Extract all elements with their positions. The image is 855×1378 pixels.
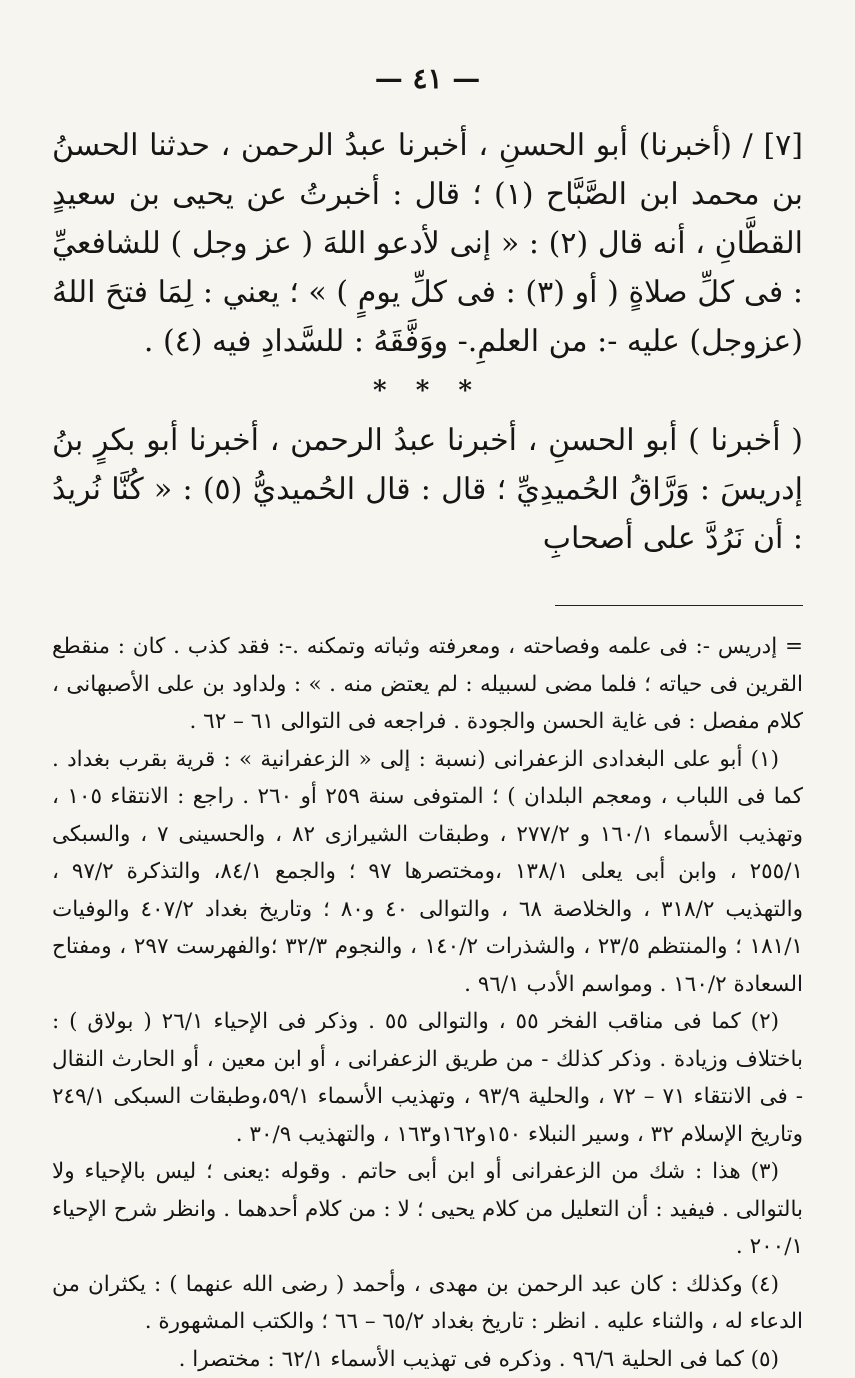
page-number: — ٤١ — xyxy=(52,62,803,95)
footnote-1: (١) أبو على البغدادى الزعفرانى (نسبة : إلى « الزعفرانية » : قرية بقرب بغداد . كما فى اللباب ، ومعجم البلدان ) ؛ المتوفى سنة ٢٥٩ أو ٢٦٠ . راجع : الانتقاء ١٠٥ ، وتهذيب الأسماء ١٦٠/١ و ٢٧٧/٢ ، وطبقات الشيرازى ٨٢ ، والحسينى ٧ ، والسبكى ٢٥٥/١ ، وابن أبى يعلى ١٣٨/١ ،ومختصرها ٩٧ ؛ والجمع ٨٤/١، والتذكرة ٩٧/٢ ، والتهذيب ٣١٨/٢ ، والخلاصة ٦٨ ، والتوالى ٤٠ و٨٠ ؛ وتاريخ بغداد ٤٠٧/٢ والوفيات ١٨١/١ ؛ والمنتظم ٢٣/٥ ، والشذرات ١٤٠/٢ ، والنجوم ٣٢/٣ ؛والفهرست ٢٩٧ ، ومفتاح السعادة ١٦٠/٢ . ومواسم الأدب ٩٦/١ . xyxy=(52,741,803,1004)
footnote-3: (٣) هذا : شك من الزعفرانى أو ابن أبى حاتم . وقوله :يعنى ؛ ليس بالإحياء ولا بالتوالى . فيفيد : أن التعليل من كلام يحيى ؛ لا : من كلام أحدهما . وانظر شرح الإحياء ٢٠٠/١ . xyxy=(52,1153,803,1266)
footnote-5: (٥) كما فى الحلية ٩٦/٦ . وذكره فى تهذيب الأسماء ٦٢/١ : مختصرا . xyxy=(52,1341,803,1378)
footnote-4: (٤) وكذلك : كان عبد الرحمن بن مهدى ، وأحمد ( رضى الله عنهما ) : يكثران من الدعاء له ، والثناء عليه . انظر : تاريخ بغداد ٦٥/٢ – ٦٦ ؛ والكتب المشهورة . xyxy=(52,1266,803,1341)
footnote-2: (٢) كما فى مناقب الفخر ٥٥ ، والتوالى ٥٥ . وذكر فى الإحياء ٢٦/١ ( بولاق ) : باختلاف وزيادة . وذكر كذلك - من طريق الزعفرانى ، أو ابن معين ، أو الحارث النقال - فى الانتقاء ٧١ – ٧٢ ، والحلية ٩٣/٩ ، وتهذيب الأسماء ٥٩/١،وطبقات السبكى ٢٤٩/١ وتاريخ الإسلام ٣٢ ، وسير النبلاء ١٥٠و١٦٢و١٦٣ ، والتهذيب ٣٠/٩ . xyxy=(52,1003,803,1153)
footnotes xyxy=(52,628,803,1378)
section-separator: * * * xyxy=(52,368,803,414)
footnote-rule xyxy=(555,605,803,606)
main-paragraph-2: ( أخبرنا ) أبو الحسنِ ، أخبرنا عبدُ الرحمن ، أخبرنا أبو بكرٍ بنُ إدريسَ : وَرَّاقُ الحُميدِيِّ ؛ قال : قال الحُميديُّ (٥) : « كُنَّا نُريدُ : أن نَرُدَّ على أصحابِ xyxy=(52,416,803,563)
footnote-continuation: = إدريس -: فى علمه وفصاحته ، ومعرفته وثباته وتمكنه .-: فقد كذب . كان : منقطع القرين فى حياته ؛ فلما مضى لسبيله : لم يعتض منه . » : ولداود بن على الأصبهانى ، كلام مفصل : فى غاية الحسن والجودة . فراجعه فى التوالى ٦١ – ٦٢ . xyxy=(52,628,803,741)
main-text xyxy=(52,121,803,563)
main-paragraph-1: [٧] / (أخبرنا) أبو الحسنِ ، أخبرنا عبدُ الرحمن ، حدثنا الحسنُ بن محمد ابن الصَّبَّاح (١) ؛ قال : أخبرتُ عن يحيى بن سعيدٍ القطَّانِ ، أنه قال (٢) : « إنى لأدعو اللهَ ( عز وجل ) للشافعيِّ : فى كلِّ صلاةٍ ( أو (٣) : فى كلِّ يومٍ ) » ؛ يعني : لِمَا فتحَ اللهُ (عزوجل) عليه -: من العلمِ.- ووَفَّقَهُ : للسَّدادِ فيه (٤) . xyxy=(52,121,803,366)
